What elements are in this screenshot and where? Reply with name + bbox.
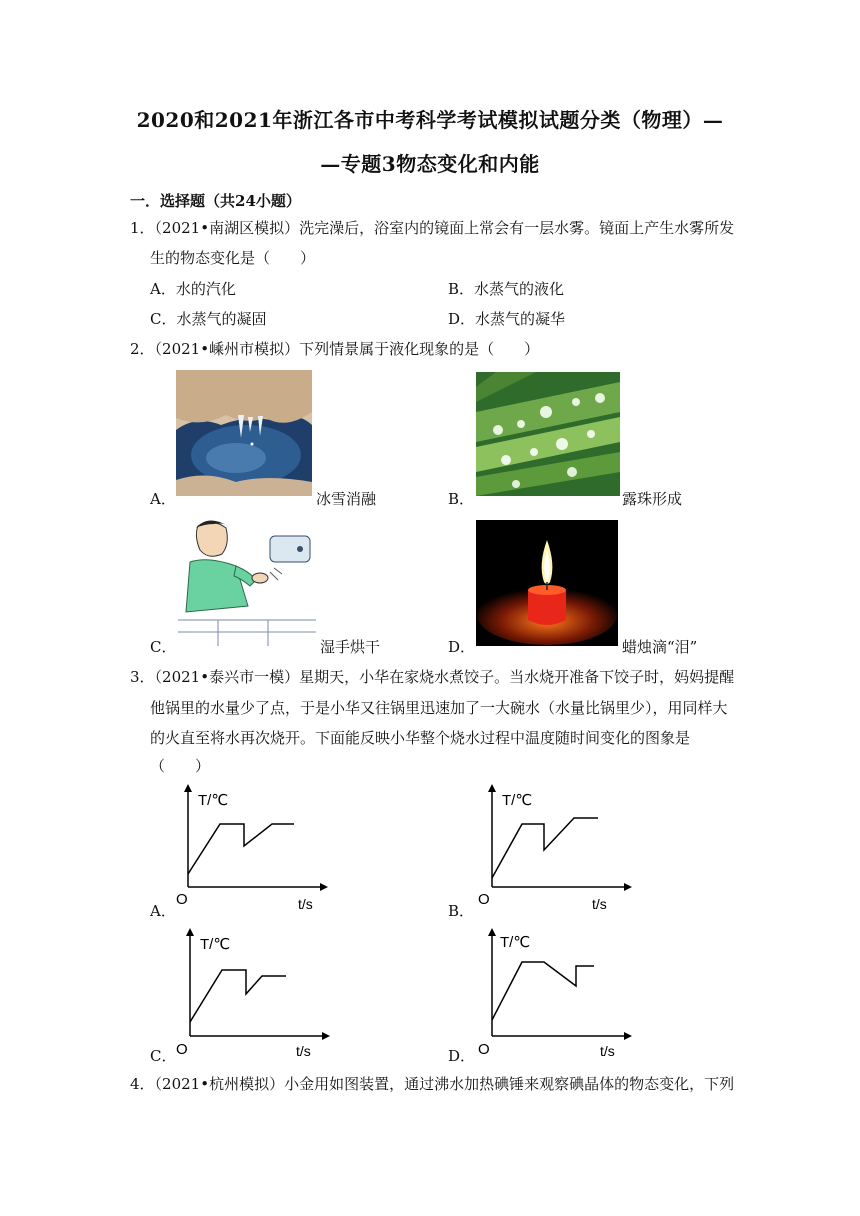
q1-stem-line1: 1．（2021•南湖区模拟）洗完澡后，浴室内的镜面上常会有一层水雾。镜面上产生水雾所发 [130, 219, 735, 237]
q2-option-b-caption: 露珠形成 [622, 490, 683, 508]
q3-stem-line1: 3．（2021•泰兴市一模）星期天，小华在家烧水煮饺子。当水烧开准备下饺子时，妈妈提醒 [130, 668, 735, 686]
q3-stem-line3: 的火直至将水再次烧开。下面能反映小华整个烧水过程中温度随时间变化的图象是 [150, 729, 691, 747]
graph-a-x-label: t/s [298, 896, 313, 912]
q3-option-b-letter: B． [448, 902, 475, 920]
q2-option-d-caption: 蜡烛滴“泪” [622, 638, 698, 656]
q2-stem: 2．（2021•嵊州市模拟）下列情景属于液化现象的是（ ） [130, 340, 540, 358]
candle-image [476, 520, 618, 646]
graph-d-y-label: T/℃ [500, 934, 531, 951]
q3-graph-c [172, 926, 332, 1061]
graph-c-y-label: T/℃ [200, 936, 231, 953]
q1-option-c: C．水蒸气的凝固 [150, 310, 267, 328]
graph-a-y-label: T/℃ [198, 792, 229, 809]
q2-option-c-caption: 湿手烘干 [320, 638, 381, 656]
graph-b-x-label: t/s [592, 896, 607, 912]
q1-option-b: B．水蒸气的液化 [448, 280, 565, 298]
graph-d-x-label: t/s [600, 1043, 615, 1059]
q2-option-b-letter: B． [448, 490, 475, 508]
q1-stem-line2: 生的物态变化是（ ） [150, 249, 316, 267]
section-heading: 一．选择题（共24小题） [130, 192, 301, 210]
graph-b-origin: O [478, 891, 490, 908]
graph-c-x-label: t/s [296, 1043, 311, 1059]
graph-b-y-label: T/℃ [502, 792, 533, 809]
q4-stem-line1: 4．（2021•杭州模拟）小金用如图装置，通过沸水加热碘锤来观察碘晶体的物态变化，下列 [130, 1075, 735, 1093]
q3-stem-line4: （ ） [150, 757, 211, 775]
q3-graph-b [474, 782, 634, 917]
graph-c-origin: O [176, 1041, 188, 1058]
q1-option-a: A．水的汽化 [150, 280, 236, 298]
q3-option-c-letter: C． [150, 1047, 177, 1065]
dew-drops-image [476, 372, 620, 496]
graph-a-origin: O [176, 891, 188, 908]
melting-ice-image [176, 370, 312, 496]
q2-option-c-letter: C． [150, 638, 177, 656]
q2-option-a-caption: 冰雪消融 [316, 490, 377, 508]
q2-option-d-letter: D． [448, 638, 476, 656]
q3-option-a-letter: A． [150, 902, 176, 920]
q1-option-d: D．水蒸气的凝华 [448, 310, 566, 328]
q3-stem-line2: 他锅里的水量少了点，于是小华又往锅里迅速加了一大碗水（水量比锅里少），用同样大 [150, 699, 728, 717]
q3-option-d-letter: D． [448, 1047, 476, 1065]
document-title-line2: —专题3物态变化和内能 [320, 152, 540, 176]
hand-dryer-image [178, 516, 316, 646]
q2-option-a-letter: A． [150, 490, 176, 508]
graph-d-origin: O [478, 1041, 490, 1058]
q3-graph-a [170, 782, 330, 917]
document-title-line1: 2020和2021年浙江各市中考科学考试模拟试题分类（物理）— [136, 108, 724, 132]
q3-graph-d [474, 926, 634, 1061]
